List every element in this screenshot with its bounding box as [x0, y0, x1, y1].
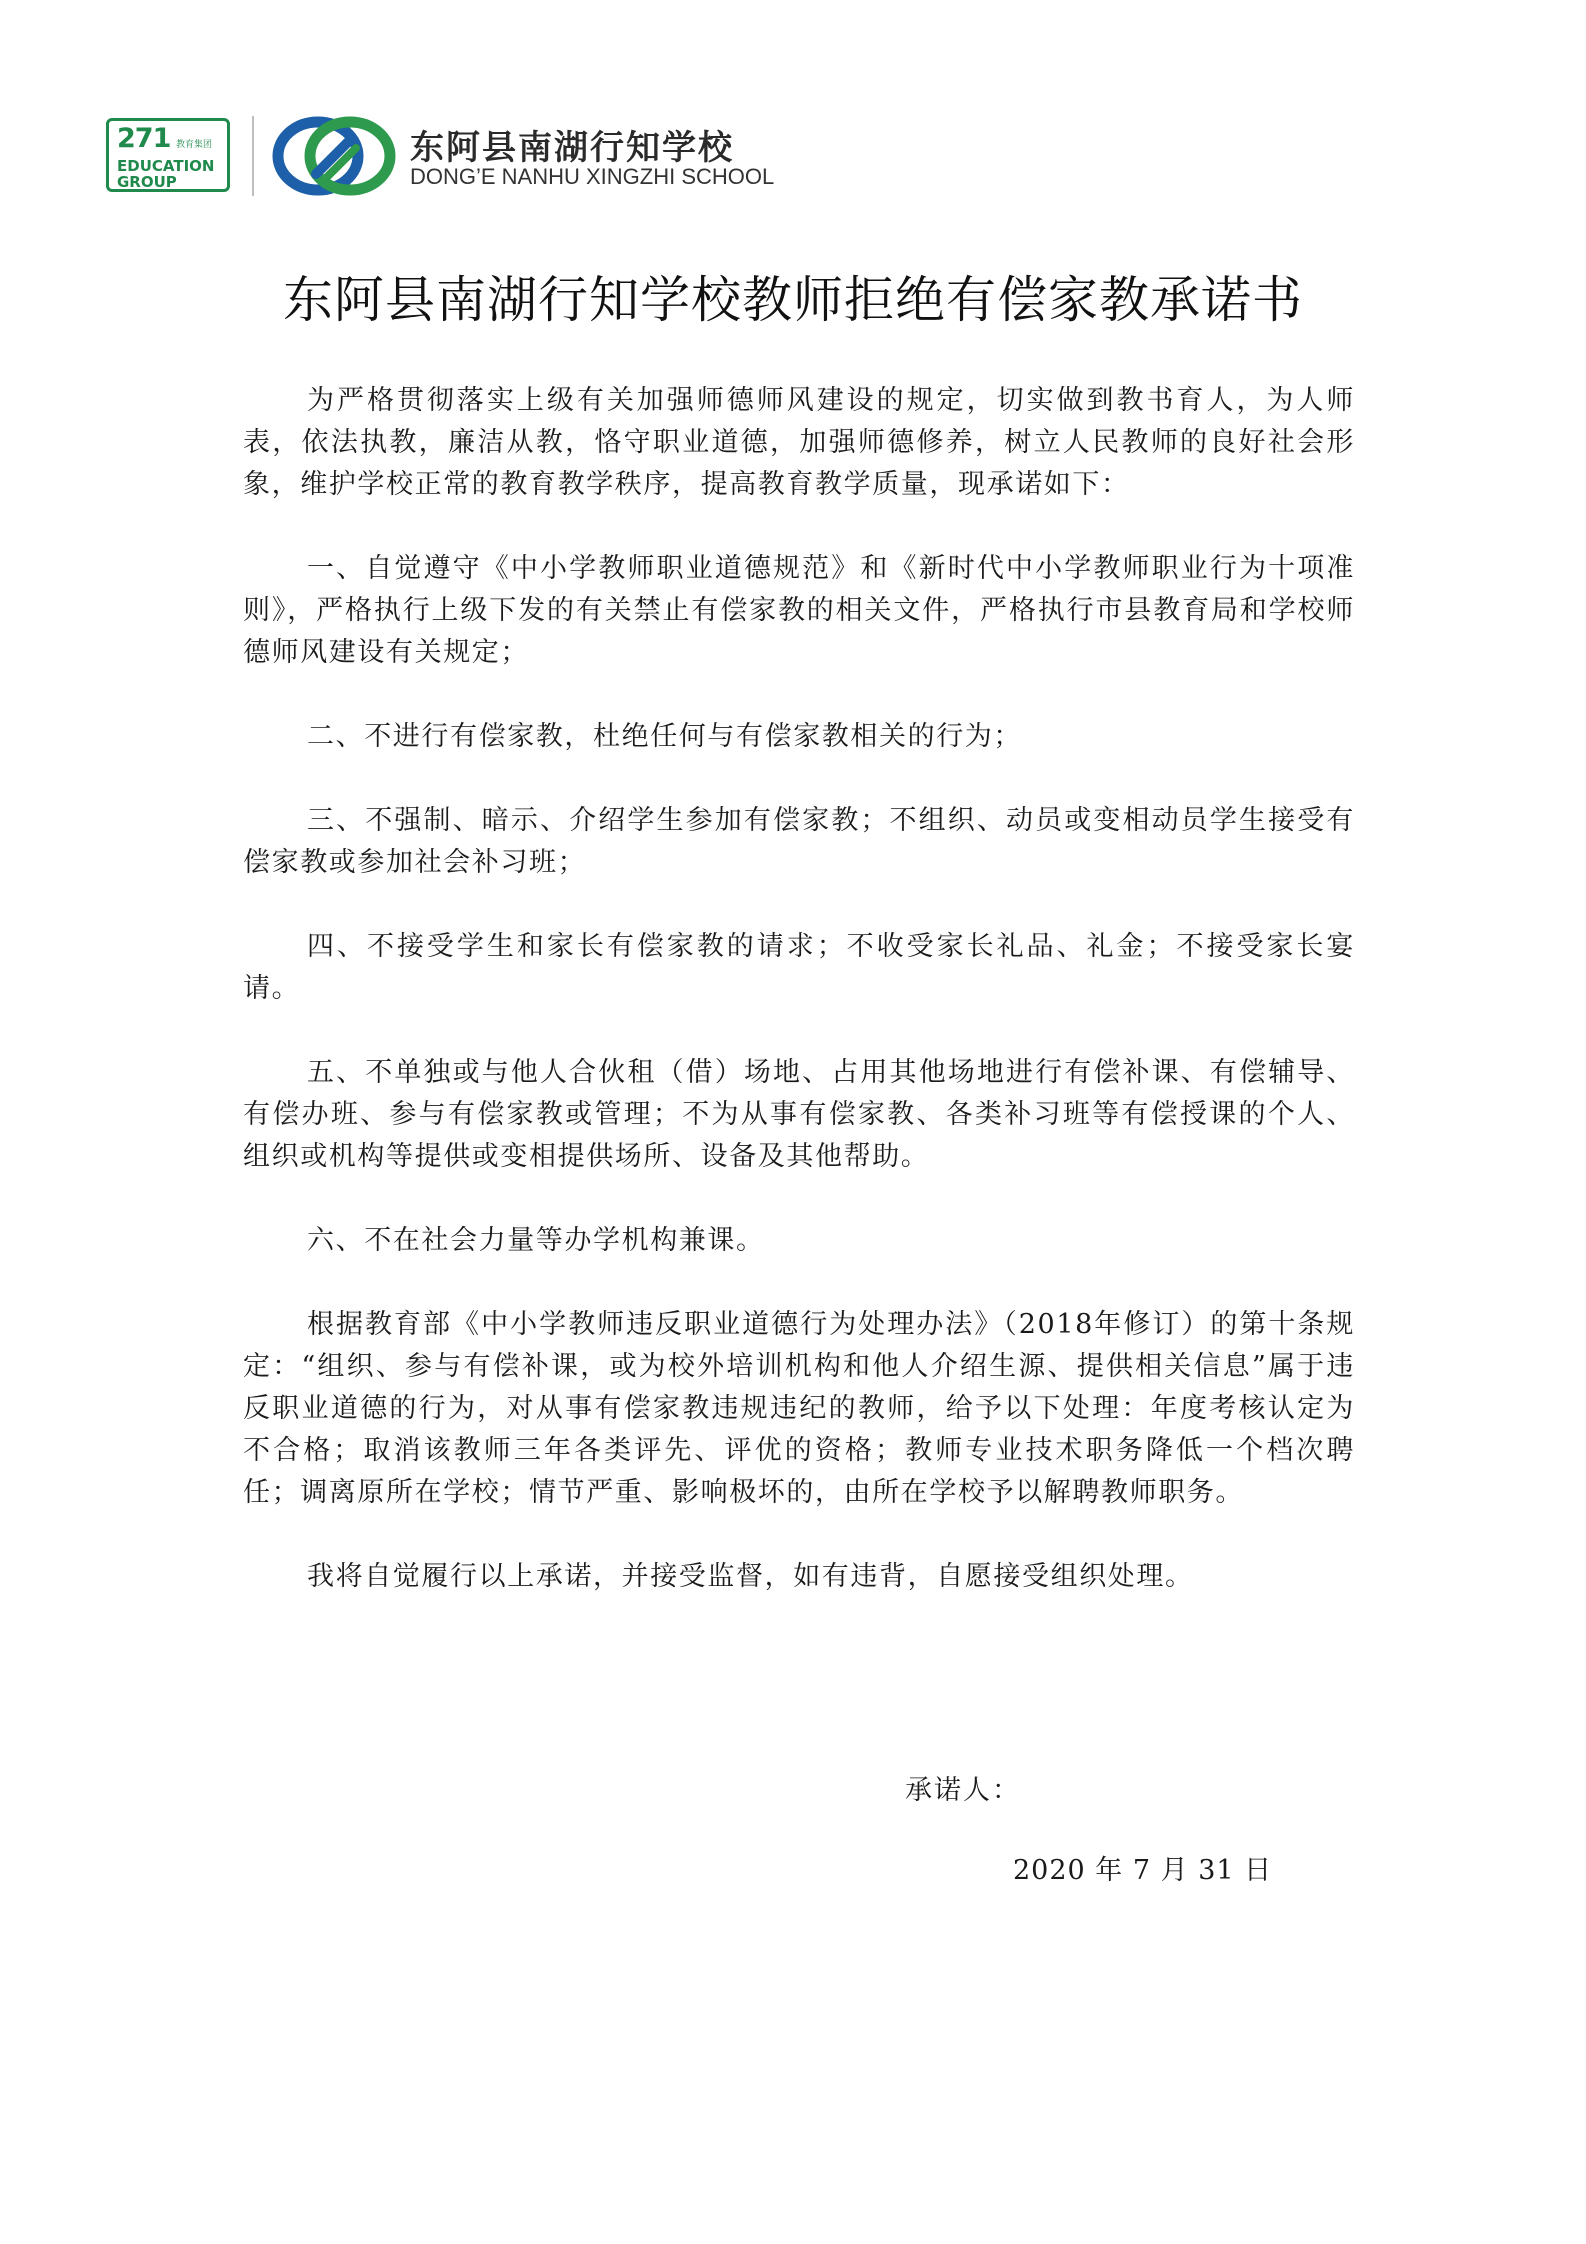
- education-group-logo: [106, 118, 230, 192]
- paragraph-item-1: 一、自觉遵守《中小学教师职业道德规范》和《新时代中小学教师职业行为十项准则》，严格执行上级下发的有关禁止有偿家教的相关文件，严格执行市县教育局和学校师德师风建设有关规定；: [243, 553, 1355, 668]
- school-name-cn: 东阿县南湖行知学校: [410, 128, 734, 168]
- letterhead: [106, 116, 806, 200]
- paragraph-item-6: 六、不在社会力量等办学机构兼课。: [307, 1225, 765, 1256]
- paragraph-item-3: 三、不强制、暗示、介绍学生参加有偿家教；不组织、动员或变相动员学生接受有偿家教或参加社会补习班；: [243, 805, 1355, 878]
- logo-divider: [252, 116, 254, 196]
- document-date: 2020 年 7 月 31 日: [1013, 1855, 1273, 1886]
- document-title: 东阿县南湖行知学校教师拒绝有偿家教承诺书: [283, 271, 1303, 329]
- group-logo-en-line1: EDUCATION: [117, 157, 215, 175]
- paragraph-item-2: 二、不进行有偿家教，杜绝任何与有偿家教相关的行为；: [307, 721, 1022, 752]
- paragraph-item-4: 四、不接受学生和家长有偿家教的请求；不收受家长礼品、礼金；不接受家长宴请。: [243, 931, 1355, 1004]
- group-logo-cn: 教育集团: [176, 140, 213, 150]
- group-logo-en-line2: GROUP: [117, 173, 177, 191]
- document-body: [243, 380, 1355, 1598]
- signer-label: 承诺人：: [905, 1775, 1021, 1806]
- paragraph-item-5: 五、不单独或与他人合伙租（借）场地、占用其他场地进行有偿补课、有偿辅导、有偿办班、参与有偿家教或管理；不为从事有偿家教、各类补习班等有偿授课的个人、组织或机构等提供或变相提供场所、设备及其他帮助。: [243, 1057, 1355, 1172]
- school-emblem-icon: [270, 116, 398, 196]
- paragraph-regulation: 根据教育部《中小学教师违反职业道德行为处理办法》（2018年修订）的第十条规定：“组织、参与有偿补课，或为校外培训机构和他人介绍生源、提供相关信息”属于违反职业道德的行为，对从事有偿家教违规违纪的教师，给予以下处理：年度考核认定为不合格；取消该教师三年各类评先、评优的资格；教师专业技术职务降低一个档次聘任；调离原所在学校；情节严重、影响极坏的，由所在学校予以解聘教师职务。: [243, 1309, 1355, 1508]
- paragraph-intro: 为严格贯彻落实上级有关加强师德师风建设的规定，切实做到教书育人，为人师表，依法执教，廉洁从教，恪守职业道德，加强师德修养，树立人民教师的良好社会形象，维护学校正常的教育教学秩序，提高教育教学质量，现承诺如下：: [243, 385, 1355, 500]
- school-name-en: DONG’E NANHU XINGZHI SCHOOL: [410, 164, 775, 189]
- group-logo-number: 271: [117, 123, 171, 154]
- paragraph-pledge: 我将自觉履行以上承诺，并接受监督，如有违背，自愿接受组织处理。: [307, 1561, 1194, 1592]
